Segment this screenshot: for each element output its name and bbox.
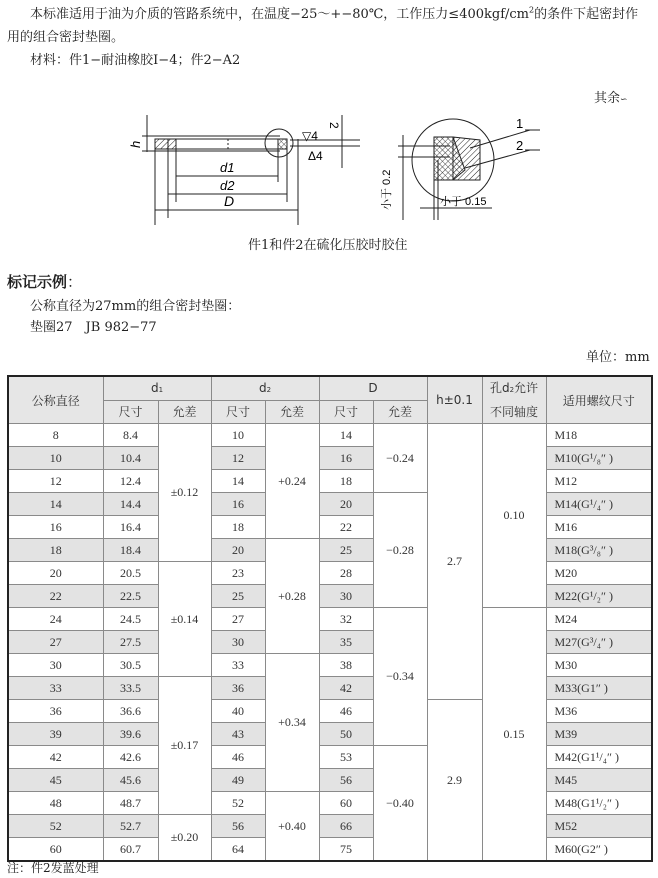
- cell-d1-size: 48.7: [103, 792, 158, 815]
- cell-h: 2.9: [427, 700, 482, 862]
- cell-coaxiality: 0.10: [482, 424, 546, 608]
- header-d1-text: d: [150, 381, 159, 396]
- cell-nominal: 42: [8, 746, 103, 769]
- cell-d2-tolerance: +0.34: [265, 654, 319, 792]
- header-thread-size: 适用螺纹尺寸: [546, 376, 652, 424]
- cell-D-size: 22: [319, 516, 373, 539]
- part-2-label: 2: [516, 138, 524, 153]
- table-row: [8, 562, 652, 585]
- table-row: [8, 631, 652, 654]
- roughness-top-label: ▽4: [302, 129, 318, 143]
- cell-d1-size: 24.5: [103, 608, 158, 631]
- cell-d1-size: 10.4: [103, 447, 158, 470]
- cell-thread-size: M42(G1¹/₄″ ): [546, 746, 652, 769]
- table-row: [8, 424, 652, 447]
- cell-thread-size: M52: [546, 815, 652, 838]
- cell-thread-size: M24: [546, 608, 652, 631]
- cell-D-size: 25: [319, 539, 373, 562]
- table-row: [8, 585, 652, 608]
- less-than-0.15-label: 小于 0.15: [440, 196, 487, 208]
- cell-d2-size: 43: [211, 723, 265, 746]
- cell-D-tolerance: −0.28: [373, 493, 427, 608]
- header-D-size: 尺寸: [319, 400, 373, 424]
- cell-d1-size: 30.5: [103, 654, 158, 677]
- D-label: D: [224, 193, 235, 209]
- cell-d2-size: 33: [211, 654, 265, 677]
- cell-d1-size: 45.6: [103, 769, 158, 792]
- roughness-symbol-icon: ∽: [620, 95, 628, 105]
- cell-nominal: 33: [8, 677, 103, 700]
- table-row: [8, 723, 652, 746]
- table-row: [8, 447, 652, 470]
- intro-line-1: [30, 5, 638, 25]
- cell-D-size: 20: [319, 493, 373, 516]
- header-coaxiality: [482, 376, 546, 424]
- cell-nominal: 36: [8, 700, 103, 723]
- cell-D-size: 18: [319, 470, 373, 493]
- cell-D-size: 50: [319, 723, 373, 746]
- header-nominal-diameter: 公称直径: [8, 376, 103, 424]
- header-d1: [103, 376, 211, 400]
- cell-d1-tolerance: ±0.14: [158, 562, 211, 677]
- unit-label: 单位：mm: [586, 350, 650, 365]
- header-d1-tol: 允差: [158, 400, 211, 424]
- cell-nominal: 18: [8, 539, 103, 562]
- cell-nominal: 20: [8, 562, 103, 585]
- cell-thread-size: M60(G2″ ): [546, 838, 652, 862]
- cell-thread-size: M14(G¹/₄″ ): [546, 493, 652, 516]
- cell-nominal: 14: [8, 493, 103, 516]
- marking-title: [7, 271, 82, 292]
- header-D: D: [319, 376, 427, 400]
- cell-D-tolerance: −0.24: [373, 424, 427, 493]
- cell-d2-size: 46: [211, 746, 265, 769]
- gasket-spec-table: [7, 375, 653, 862]
- marking-title-colon: ：: [67, 273, 83, 291]
- table-row: [8, 769, 652, 792]
- cell-d2-size: 36: [211, 677, 265, 700]
- cell-d1-tolerance: ±0.20: [158, 815, 211, 862]
- cell-nominal: 16: [8, 516, 103, 539]
- header-coaxiality-line1: [483, 377, 546, 401]
- cell-d1-size: 22.5: [103, 585, 158, 608]
- intro-line-2: 用的组合密封垫圈。: [7, 30, 125, 45]
- table-row: [8, 539, 652, 562]
- d2-label: d2: [220, 178, 235, 193]
- header-d2: [211, 376, 319, 400]
- cell-d2-size: 18: [211, 516, 265, 539]
- cell-d1-size: 20.5: [103, 562, 158, 585]
- cell-D-size: 46: [319, 700, 373, 723]
- cell-d2-tolerance: +0.24: [265, 424, 319, 539]
- table-row: [8, 815, 652, 838]
- figure-caption: 件1和件2在硫化压胶时胶住: [248, 238, 408, 253]
- intro-text: 本标准适用于油为介质的管路系统中，在温度−25～+−80℃，工作压力≤400kgf/cm: [30, 7, 530, 22]
- cell-d1-size: 52.7: [103, 815, 158, 838]
- cell-D-size: 16: [319, 447, 373, 470]
- intro-text-end: 的条件下起密封作: [534, 7, 639, 22]
- less-than-0.2-label: 小于 0.2: [381, 169, 393, 210]
- cell-nominal: 12: [8, 470, 103, 493]
- coax-sub: 2: [509, 386, 515, 394]
- cell-d1-size: 42.6: [103, 746, 158, 769]
- cell-d2-size: 40: [211, 700, 265, 723]
- cell-nominal: 48: [8, 792, 103, 815]
- cell-thread-size: M27(G³/₄″ ): [546, 631, 652, 654]
- cell-nominal: 24: [8, 608, 103, 631]
- table-row: [8, 677, 652, 700]
- cell-d1-size: 39.6: [103, 723, 158, 746]
- cell-nominal: 8: [8, 424, 103, 447]
- marking-example: 垫圈27 JB 982−77: [30, 320, 157, 335]
- superscript: 2: [529, 5, 535, 15]
- header-D-tol: 允差: [373, 400, 427, 424]
- marking-description: 公称直径为27mm的组合密封垫圈：: [30, 299, 241, 314]
- cell-d2-size: 14: [211, 470, 265, 493]
- cell-D-size: 60: [319, 792, 373, 815]
- cell-thread-size: M22(G¹/₂″ ): [546, 585, 652, 608]
- header-d2-size: 尺寸: [211, 400, 265, 424]
- cell-nominal: 60: [8, 838, 103, 862]
- cell-h: 2.7: [427, 424, 482, 700]
- cell-d1-size: 33.5: [103, 677, 158, 700]
- cell-thread-size: M12: [546, 470, 652, 493]
- header-h: h±0.1: [427, 376, 482, 424]
- cell-nominal: 45: [8, 769, 103, 792]
- cell-d2-size: 10: [211, 424, 265, 447]
- cell-nominal: 22: [8, 585, 103, 608]
- cell-nominal: 30: [8, 654, 103, 677]
- cell-d2-tolerance: +0.28: [265, 539, 319, 654]
- cell-D-size: 66: [319, 815, 373, 838]
- header-d2-text: d: [258, 381, 267, 396]
- cell-thread-size: M36: [546, 700, 652, 723]
- h-label: h: [128, 140, 143, 148]
- cell-nominal: 27: [8, 631, 103, 654]
- footnote: 注：件2发蓝处理: [7, 861, 99, 875]
- dim-2-label: 2: [327, 122, 341, 129]
- cell-d1-size: 12.4: [103, 470, 158, 493]
- coax-text-a: 孔d: [489, 381, 510, 395]
- cell-d2-tolerance: +0.40: [265, 792, 319, 862]
- table-row: [8, 654, 652, 677]
- cell-d2-size: 25: [211, 585, 265, 608]
- part-1-label: 1: [516, 116, 524, 131]
- cell-D-size: 35: [319, 631, 373, 654]
- marking-title-text: 标记示例: [7, 273, 68, 291]
- material-line: 材料：件1−耐油橡胶I−4；件2−A2: [30, 53, 241, 68]
- cell-D-size: 28: [319, 562, 373, 585]
- cell-d1-size: 18.4: [103, 539, 158, 562]
- cell-d2-size: 52: [211, 792, 265, 815]
- cell-D-size: 30: [319, 585, 373, 608]
- cell-d2-size: 20: [211, 539, 265, 562]
- cell-d2-size: 56: [211, 815, 265, 838]
- cell-d1-size: 36.6: [103, 700, 158, 723]
- cell-d2-size: 49: [211, 769, 265, 792]
- cell-d2-size: 12: [211, 447, 265, 470]
- table-row: [8, 516, 652, 539]
- coax-text-b: 允许: [514, 381, 539, 395]
- cell-thread-size: M33(G1″ ): [546, 677, 652, 700]
- cell-d2-size: 23: [211, 562, 265, 585]
- cell-thread-size: M20: [546, 562, 652, 585]
- d1-label: d1: [220, 160, 235, 175]
- section-view: [142, 115, 360, 225]
- table-row: [8, 700, 652, 723]
- cell-D-size: 75: [319, 838, 373, 862]
- roughness-note-text: 其余: [594, 91, 621, 106]
- cell-thread-size: M16: [546, 516, 652, 539]
- cell-thread-size: M18(G³/₈″ ): [546, 539, 652, 562]
- header-d1-size: 尺寸: [103, 400, 158, 424]
- cell-d1-size: 60.7: [103, 838, 158, 862]
- cell-d1-tolerance: ±0.17: [158, 677, 211, 815]
- cell-d1-size: 16.4: [103, 516, 158, 539]
- table-row: [8, 470, 652, 493]
- cell-thread-size: M18: [546, 424, 652, 447]
- cell-d1-size: 14.4: [103, 493, 158, 516]
- roughness-note: [594, 89, 628, 110]
- cell-thread-size: M10(G¹/₈″ ): [546, 447, 652, 470]
- cell-d1-tolerance: ±0.12: [158, 424, 211, 562]
- cell-thread-size: M39: [546, 723, 652, 746]
- cell-d2-size: 27: [211, 608, 265, 631]
- cell-thread-size: M30: [546, 654, 652, 677]
- cell-d2-size: 16: [211, 493, 265, 516]
- cell-thread-size: M48(G1¹/₂″ ): [546, 792, 652, 815]
- cell-D-size: 14: [319, 424, 373, 447]
- header-d2-sub: 2: [266, 386, 272, 395]
- cell-nominal: 52: [8, 815, 103, 838]
- cell-D-tolerance: −0.40: [373, 746, 427, 862]
- cell-d1-size: 8.4: [103, 424, 158, 447]
- header-coaxiality-line2: 不同轴度: [489, 405, 538, 419]
- cell-nominal: 39: [8, 723, 103, 746]
- cell-d1-size: 27.5: [103, 631, 158, 654]
- cell-d2-size: 30: [211, 631, 265, 654]
- cell-D-size: 32: [319, 608, 373, 631]
- gasket-drawing: [120, 110, 540, 225]
- cell-D-size: 53: [319, 746, 373, 769]
- table-row: [8, 608, 652, 631]
- cell-D-tolerance: −0.34: [373, 608, 427, 746]
- table-row: [8, 746, 652, 769]
- cell-d2-size: 64: [211, 838, 265, 862]
- cell-D-size: 38: [319, 654, 373, 677]
- roughness-bottom-label: Δ4: [308, 149, 323, 163]
- header-d1-sub: 1: [158, 386, 164, 395]
- table-row: [8, 792, 652, 815]
- cell-D-size: 56: [319, 769, 373, 792]
- cell-nominal: 10: [8, 447, 103, 470]
- cell-D-size: 42: [319, 677, 373, 700]
- header-d2-tol: 允差: [265, 400, 319, 424]
- cell-thread-size: M45: [546, 769, 652, 792]
- table-row: [8, 493, 652, 516]
- cell-coaxiality: 0.15: [482, 608, 546, 862]
- table-row: [8, 838, 652, 862]
- table-body: [8, 424, 652, 862]
